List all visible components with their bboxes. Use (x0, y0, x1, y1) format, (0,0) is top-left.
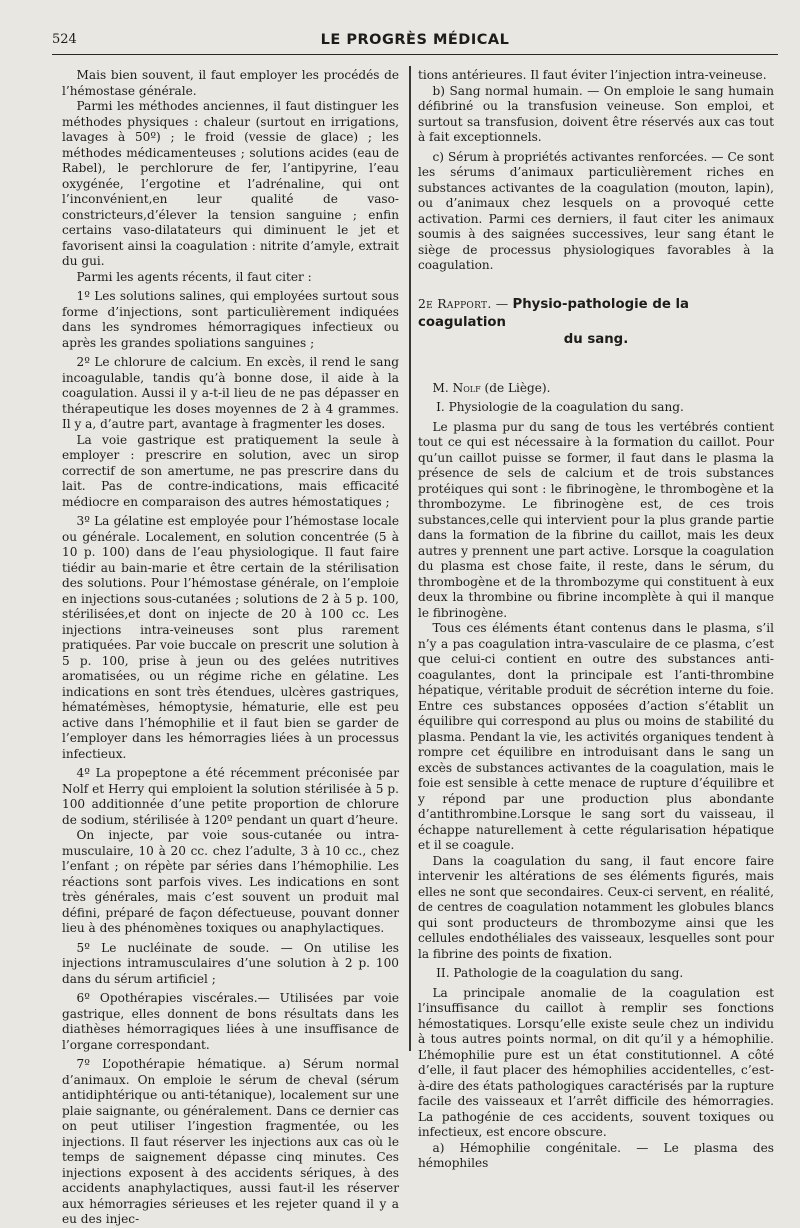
paragraph: Le plasma pur du sang de tous les vertébrés contient tout ce qui est nécessaire à la formation du caillot. Pour qu’un caillot puisse se former, il faut dans le plasma la présence de sels de calcium et de trois substances protéiques qui sont : le fibrinogène, le thrombogène et la thrombozyme. Le fibrinogène est, de ces trois substances,celle qui intervient pour la plus grande partie dans la formation de la fibrine du caillot, mais les deux autres y prennent une part active. Lorsque la coagulation du plasma est chose faite, il reste, dans le sérum, du thrombogène et de la thrombozyme qui constituent à eux deux la thrombine ou fibrine incomplète à qui il manque le fibrinogène. (418, 419, 774, 620)
right-column (418, 68, 774, 1172)
paragraph: 5º Le nucléinate de soude. — On utilise les injections intramusculaires d’une solution à 2 p. 100 dans du sérum artificiel ; (62, 940, 399, 986)
paragraph: On injecte, par voie sous-cutanée ou intra-musculaire, 10 à 20 cc. chez l’adulte, 3 à 10 cc., chez l’enfant ; on répète par séries dans l’hémophilie. Les réactions sont parfois vives. Les indications en sont très générales, mais c’est souvent un produit mal défini, préparé de façon défectueuse, pouvant donner lieu à des phénomènes toxiques ou anaphylactiques. (62, 828, 399, 935)
author-place: (de Liège). (484, 380, 551, 395)
paragraph: c) Sérum à propriétés activantes renforcées. — Ce sont les sérums d’animaux particulièrement riches en substances activantes de la coagulation (mouton, lapin), ou d’animaux chez lesquels on a provoqué cette activation. Parmi ces derniers, il faut citer les animaux soumis à des saignées successives, leur sang étant le siège de processus physiologiques favorables à la coagulation. (418, 149, 774, 272)
report-title-continued: du sang. (563, 331, 629, 347)
author-prefix: M. (432, 380, 449, 395)
section-heading: I. Physiologie de la coagulation du sang. (436, 400, 684, 414)
section-heading: II. Pathologie de la coagulation du sang. (436, 966, 684, 980)
running-title: LE PROGRÈS MÉDICAL (320, 32, 510, 48)
paragraph: 3º La gélatine est employée pour l’hémostase locale ou générale. Localement, en solution concentrée (5 à 10 p. 100) dans de l’eau physiologique. Il faut faire tiédir au bain-marie et être certain de la stérilisation des solutions. Pour l’hémostase générale, on l’emploie en injections sous-cutanées ; solutions de 2 à 5 p. 100, stérilisées,et dont on injecte de 20 à 100 cc. Les injections intra-veineuses sont plus rarement pratiquées. Par voie buccale on prescrit une solution à 5 p. 100, prise à jeun ou des gelées nutritives aromatisées, ou un régime riche en gélatine. Les indications en sont très étendues, ulcères gastriques, hématémèses, hémoptysie, hématurie, elle est peu active dans l’hémophilie et il faut bien se garder de l’employer dans les hémorragies liées à un processus infectieux. (62, 514, 399, 761)
paragraph: La voie gastrique est pratiquement la seule à employer : prescrire en solution, avec un sirop correctif de son amertume, ne pas prescrire dans du lait. Pas de contre-indications, mais efficacité médiocre en comparaison des autres hémostatiques ; (62, 432, 399, 509)
paragraph: Parmi les méthodes anciennes, il faut distinguer les méthodes physiques : chaleur (surtout en irrigations, lavages à 50º) ; le froid (vessie de glace) ; les méthodes médicamenteuses ; solutions acides (eau de Rabel), le perchlorure de fer, l’antipyrine, l’eau oxygénée, l’ergotine et l’adrénaline, qui ont l’inconvénient,en leur qualité de vaso-constricteurs,d’élever la tension sanguine ; enfin certains vaso-dilatateurs qui diminuent le jet et favorisent ainsi la coagulation : nitrite d’amyle, extrait du gui. (62, 99, 399, 268)
paragraph: Dans la coagulation du sang, il faut encore faire intervenir les altérations de ses éléments figurés, mais elles ne sont que secondaires. Ceux-ci servent, en réalité, de centres de coagulation notamment les globules blancs qui sont producteurs de thrombozyme ainsi que les cellules endothéliales des vaisseaux, lesquelles sont pour la fibrine des points de fixation. (418, 853, 774, 961)
paragraph: La principale anomalie de la coagulation est l’insuffisance du caillot à remplir ses fonctions hémostatiques. Lorsqu’elle existe seule chez un individu à tous autres points normal, on dit qu’il y a hémophilie. L’hémophilie pure est un état constitutionnel. A côté d’elle, il faut placer des hémophilies accidentelles, c’est-à-dire des états pathologiques caractérisés par la rupture facile des vaisseaux et l’arrêt difficile des hémorragies. La pathogénie de ces accidents, souvent toxiques ou infectieux, est encore obscure. (418, 985, 774, 1139)
left-column (62, 68, 399, 1228)
paragraph: 2º Le chlorure de calcium. En excès, il rend le sang incoagulable, tandis qu’à bonne dose, il aide à la coagulation. Aussi il y a-t-il lieu de ne pas dépasser en thérapeutique les doses moyennes de 2 à 4 grammes. Il y a, d’autre part, avantage à fragmenter les doses. (62, 355, 399, 431)
page-header (52, 30, 778, 55)
paragraph: Parmi les agents récents, il faut citer : (76, 269, 312, 284)
report-heading (418, 295, 774, 348)
paragraph: b) Sang normal humain. — On emploie le sang humain défibriné ou la transfusion veineuse. Son emploi, et surtout sa transfusion, doivent être réservés aux cas tout à fait exceptionnels. (418, 83, 774, 144)
paragraph: 4º La propeptone a été récemment préconisée par Nolf et Herry qui emploient la solution stérilisée à 5 p. 100 additionnée d’une petite proportion de chlorure de sodium, stérilisée à 120º pendant un quart d’heure. (62, 766, 399, 827)
paragraph: 7º L’opothérapie hématique. a) Sérum normal d’animaux. On emploie le sérum de cheval (sérum antidiphtérique ou anti-tétanique), localement sur une plaie saignante, ou généralement. Dans ce dernier cas on peut utiliser l’ingestion fragmentée, ou les injections. Il faut réserver les injections aux cas où le temps de saignement dépasse cinq minutes. Ces injections exposent à des accidents sériques, à des accidents anaphylactiques, aussi faut-il les réserver aux hémorragies sérieuses et les rejeter quand il y a eu des injec- (62, 1057, 399, 1226)
author-line (418, 381, 774, 397)
report-title: Physio-pathologie de la coagulation (418, 296, 690, 330)
paragraph: 6º Opothérapies viscérales.— Utilisées par voie gastrique, elles donnent de bons résultats dans les diathèses hémorragiques liées à une insuffisance de l’organe correspondant. (62, 991, 399, 1052)
paragraph: Tous ces éléments étant contenus dans le plasma, s’il n’y a pas coagulation intra-vasculaire de ce plasma, c’est que celui-ci contient en outre des substances anti-coagulantes, dont la principale est l’anti-thrombine hépatique, véritable produit de sécrétion interne du foie. Entre ces substances opposées d’action s’établit un équilibre qui correspond au plus ou moins de stabilité du plasma. Pendant la vie, les activités organiques tendent à rompre cet équilibre en introduisant dans le sang un excès de substances activantes de la coagulation, mais le foie est sensible à cette menace de rupture d’équilibre et y répond par une production plus abondante d’antithrombine.Lorsque le sang sort du vaisseau, il échappe naturellement à cette régularisation hépatique et il se coagule. (418, 621, 774, 852)
paragraph: a) Hémophilie congénitale. — Le plasma des hémophiles (418, 1140, 774, 1170)
page-number: 524 (52, 32, 77, 47)
report-label: 2e Rapport. — (418, 295, 509, 311)
paragraph: tions antérieures. Il faut éviter l’injection intra-veineuse. (418, 68, 767, 82)
paragraph: Mais bien souvent, il faut employer les procédés de l’hémostase générale. (62, 68, 399, 98)
author-name: Nolf (452, 380, 481, 395)
paragraph: 1º Les solutions salines, qui employées surtout sous forme d’injections, sont particulièrement indiquées dans les syndromes hémorragiques infectieux ou après les grandes spoliations sanguines ; (62, 289, 399, 350)
column-divider (409, 66, 411, 1051)
